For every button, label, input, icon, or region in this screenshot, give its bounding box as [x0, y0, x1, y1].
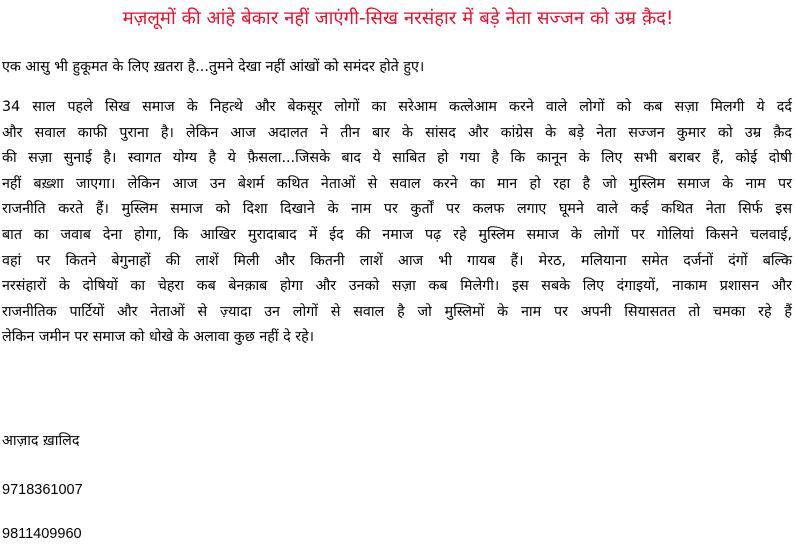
- article-headline: मज़लूमों की आंहे बेकार नहीं जाएंगी-सिख नरसंहार में बड़े नेता सज्जन को उम्र क़ैद!: [122, 8, 674, 29]
- body-line: राजनीति करते हैं। मुस्लिम समाज को दिशा दिखाने के नाम पर कुर्तों पर कलफ लगाए घूमने वाले कई कथित नेता सिर्फ इस: [2, 201, 792, 218]
- body-line: लेकिन जमीन पर समाज को धोखे के अलावा कुछ नहीं दे रहे।: [2, 329, 315, 346]
- body-line: और सवाल काफी पुराना है। लेकिन आज अदालत ने तीन बार के सांसद और कांग्रेस के बड़े नेता सज्जन कुमार को उम्र क़ैद: [2, 124, 792, 141]
- article-body: [2, 95, 792, 351]
- body-line: नरसंहारों के दोषियों का चेहरा कब बेनक़ाब होगा और उनको सज़ा कब मिलेगी। इस सबके लिए दंगाइयों, नाकाम प्रशासन और: [2, 278, 792, 295]
- author-name: आज़ाद ख़ालिद: [2, 433, 80, 449]
- phone-number: 9811409960: [2, 526, 82, 542]
- body-line: राजनीतिक पार्टियों और नेताओं से ज़्यादा उन लोगों से सवाल है जो मुस्लिमों के नाम पर अपनी सियासतत तो चमका रहे हैं: [2, 303, 792, 320]
- intro-line: एक आसु भी हुकूमत के लिए ख़तरा है...तुमने देखा नहीं आंखों को समंदर होते हुए।: [2, 59, 425, 75]
- body-line: 34 साल पहले सिख समाज के निहत्थे और बेकसूर लोगों का सरेआम कत्लेआम करने वाले लोगों को कब सज़ा मिलगी ये दर्द: [2, 99, 792, 115]
- body-line: की सज़ा सुनाई है। स्वागत योग्य है ये फ़ैसला...जिसके बाद ये साबित हो गया है कि कानून के लिए सभी बराबर हैं, कोई दोषी: [2, 150, 792, 167]
- phone-number: 9718361007: [2, 482, 83, 498]
- body-line: बात का जवाब देना होगा, कि आखिर मुरादाबाद में ईद की नमाज पढ़ रहे मुस्लिम समाज के लोगों पर गोलियां किसने चलवाई,: [2, 226, 792, 243]
- body-line: वहां पर कितने बेगुनाहों की लाशें मिली और कितनी लाशें आज भी गायब हैं। मेरठ, मलियाना समेत दर्जनों दंगों बल्कि: [2, 252, 792, 269]
- body-line: नहीं बख़्शा जाएगा। लेकिन आज उन बेशर्म कथित नेताओं से सवाल करने का मान हो रहा है जो मुस्लिम समाज के नाम पर: [2, 175, 792, 192]
